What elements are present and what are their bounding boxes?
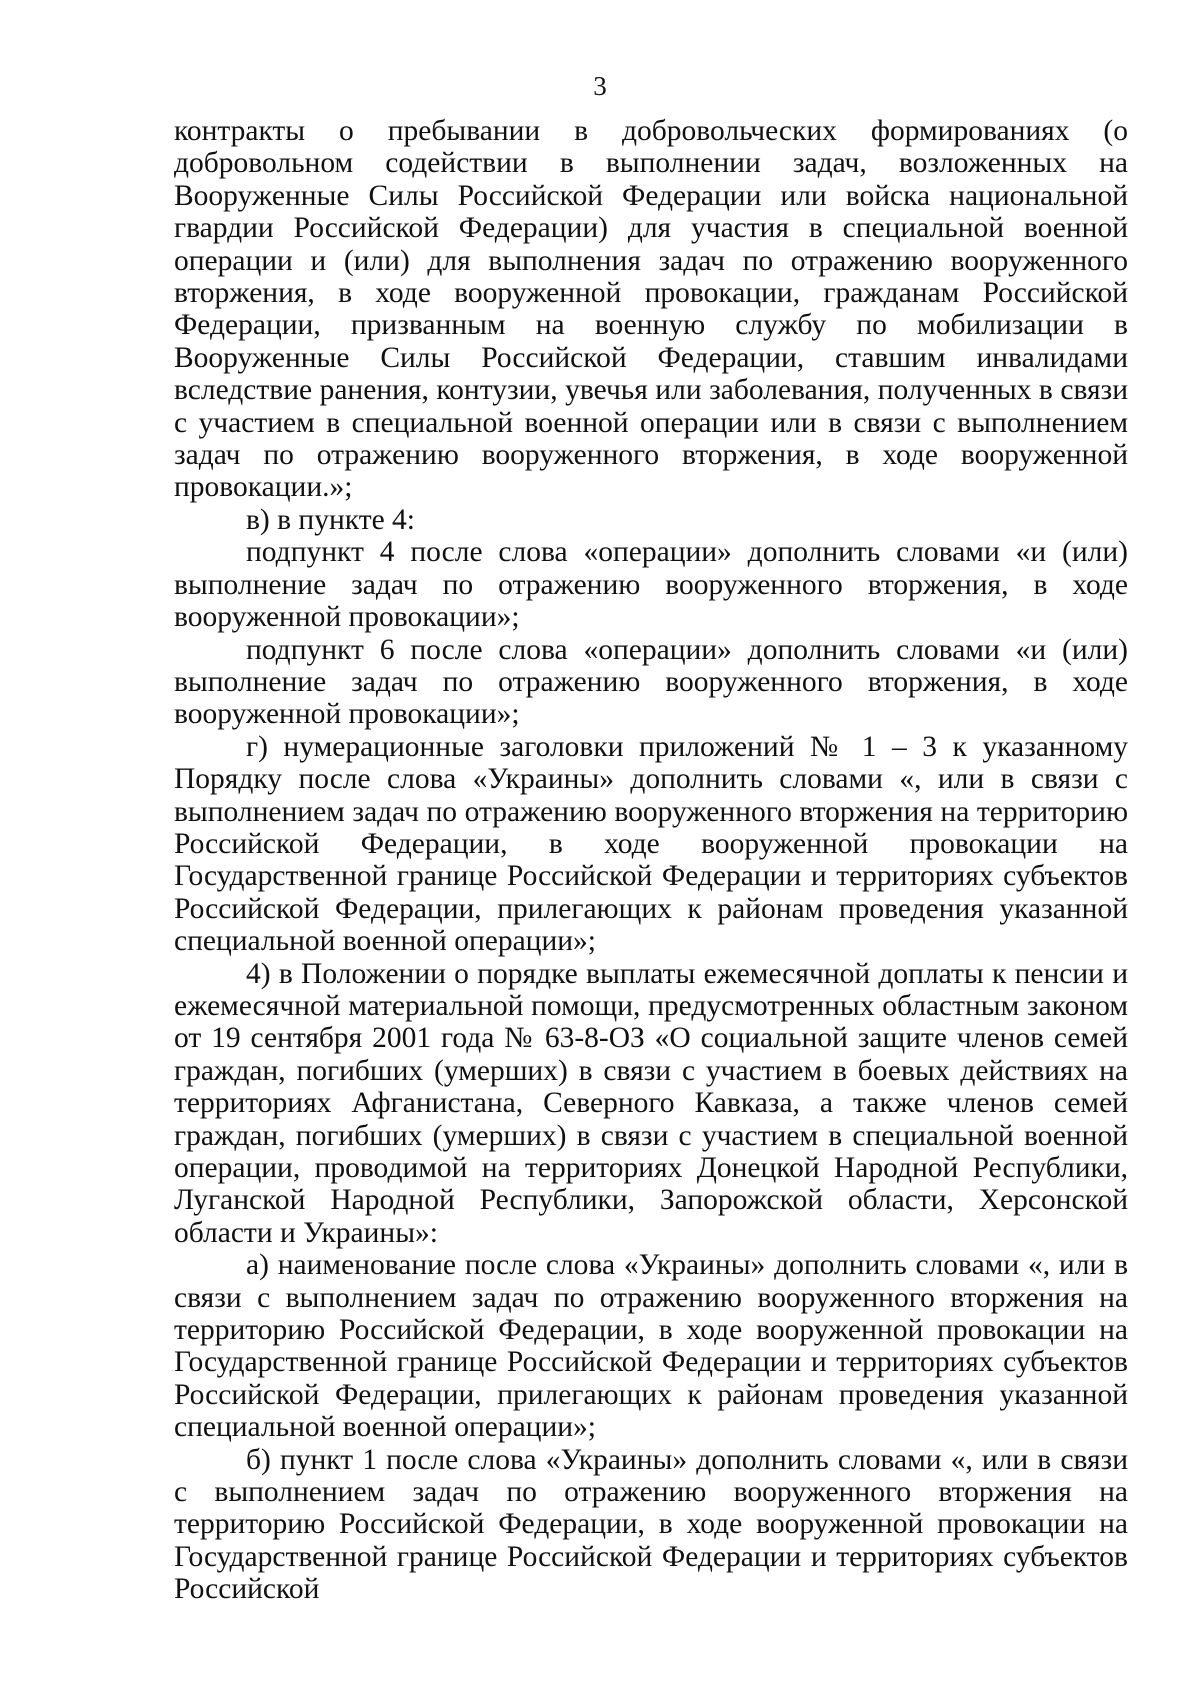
paragraph-item-4: 4) в Положении о порядке выплаты ежемесячной доплаты к пенсии и ежемесячной материальной помощи, предусмотренных областным законом от 19 сентября 2001 года № 63-8-ОЗ «О социальной защите членов семей граждан, погибших (умерших) в связи с участием в боевых действиях на территориях Афганистана, Северного Кавказа, а также членов семей граждан, погибших (умерших) в связи с участием в специальной военной операции, проводимой на территориях Донецкой Народной Республики, Луганской Народной Республики, Запорожской области, Херсонской области и Украины»: bbox=[174, 957, 1128, 1249]
paragraph-item-a: а) наименование после слова «Украины» дополнить словами «, или в связи с выполнением задач по отражению вооруженного вторжения на территорию Российской Федерации, в ходе вооруженной провокации на Государственной границе Российской Федерации и территориях субъектов Российской Федерации, прилегающих к районам проведения указанной специальной военной операции»; bbox=[174, 1249, 1128, 1444]
paragraph-subitem-4: подпункт 4 после слова «операции» дополнить словами «и (или) выполнение задач по отражению вооруженного вторжения, в ходе вооруженной провокации»; bbox=[174, 536, 1128, 634]
paragraph-item-v: в) в пункте 4: bbox=[246, 503, 416, 536]
paragraph-continuation: контракты о пребывании в добровольческих формированиях (о добровольном содействии в выполнении задач, возложенных на Вооруженные Силы Российской Федерации или войска национальной гвардии Российской Федерации) для участия в специальной военной операции и (или) для выполнения задач по отражению вооруженного вторжения, в ходе вооруженной провокации, гражданам Российской Федерации, призванным на военную службу по мобилизации в Вооруженные Силы Российской Федерации, ставшим инвалидами вследствие ранения, контузии, увечья или заболевания, полученных в связи с участием в специальной военной операции или в связи с выполнением задач по отражению вооруженного вторжения, в ходе вооруженной провокации.»; bbox=[174, 115, 1128, 504]
paragraph-item-b: б) пункт 1 после слова «Украины» дополнить словами «, или в связи с выполнением задач по отражению вооруженного вторжения на территорию Российской Федерации, в ходе вооруженной провокации на Государственной границе Российской Федерации и территориях субъектов Российской bbox=[174, 1443, 1128, 1606]
document-body bbox=[174, 115, 1128, 1606]
paragraph-subitem-6: подпункт 6 после слова «операции» дополнить словами «и (или) выполнение задач по отражению вооруженного вторжения, в ходе вооруженной провокации»; bbox=[174, 633, 1128, 731]
page-number: 3 bbox=[593, 71, 607, 101]
paragraph-item-g: г) нумерационные заголовки приложений № 1 – 3 к указанному Порядку после слова «Украины» дополнить словами «, или в связи с выполнением задач по отражению вооруженного вторжения на территорию Российской Федерации, в ходе вооруженной провокации на Государственной границе Российской Федерации и территориях субъектов Российской Федерации, прилегающих к районам проведения указанной специальной военной операции»; bbox=[174, 730, 1128, 958]
